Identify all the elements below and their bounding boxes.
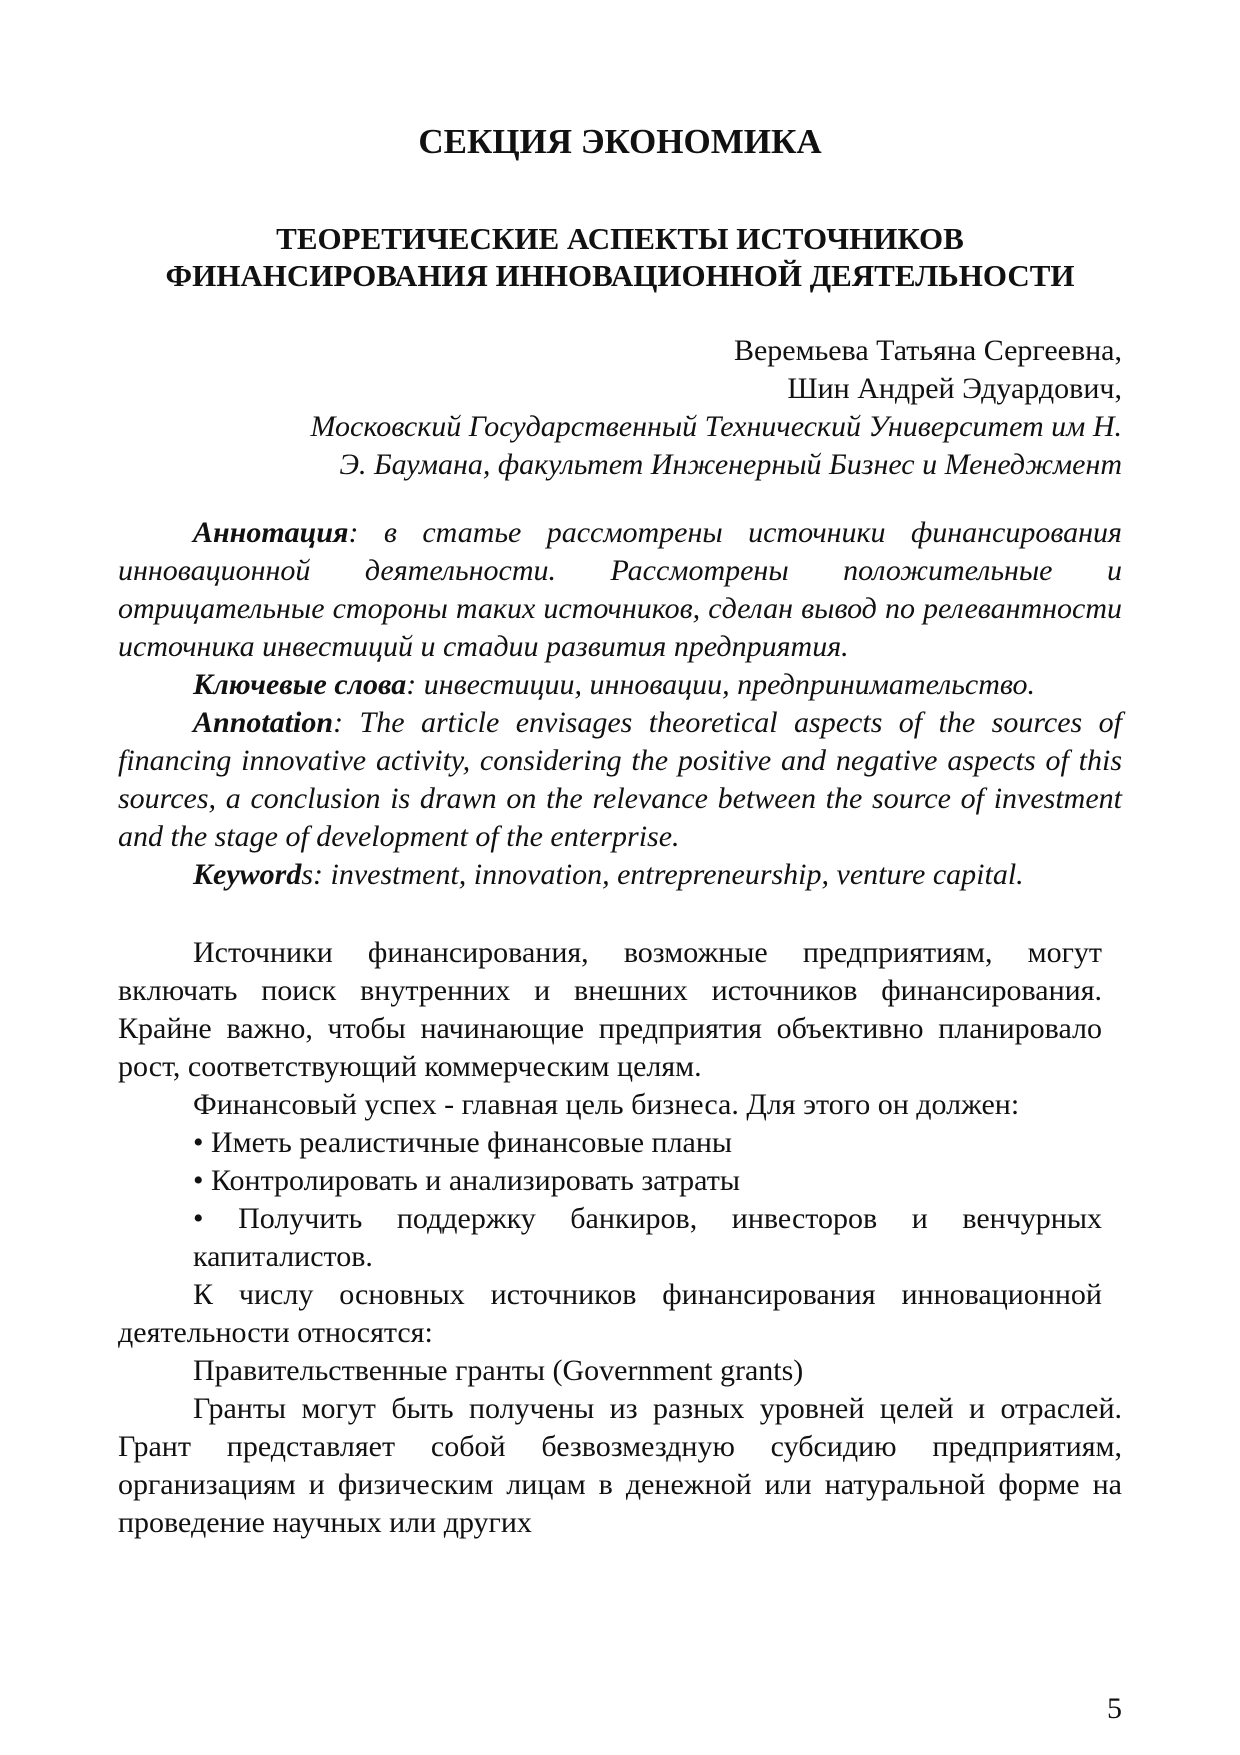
abstract-ru: [118, 514, 1122, 666]
keywords-en-label: Keyword: [193, 858, 302, 891]
keywords-ru: [118, 666, 1122, 704]
body-paragraph-2: Финансовый успех - главная цель бизнеса. Для этого он должен:: [193, 1088, 1020, 1121]
keywords-ru-label: Ключевые слова: [193, 668, 407, 701]
page-number: 5: [1107, 1692, 1122, 1725]
article-title: [118, 220, 1122, 294]
abstract-en-label: Annotation: [193, 706, 334, 739]
page-content: [118, 110, 1122, 1542]
body-paragraph-1: Источники финансирования, возможные предприятиям, могут включать поиск внутренних и внешних источников финансирования. Крайне важно, чтобы начинающие предприятия объективно планировало рост, соответствующий коммерческим целям.: [118, 936, 1102, 1083]
author-name-2: Шин Андрей Эдуардович,: [787, 372, 1122, 405]
abstract-en: [118, 704, 1122, 856]
keywords-ru-text: : инвестиции, инновации, предпринимательство.: [406, 668, 1035, 701]
abstract-en-text: : The article envisages theoretical aspects of the sources of financing innovative activity, considering the positive and negative aspects of this sources, a conclusion is drawn on the relevance between the source of investment and the stage of development of the enterprise.: [118, 706, 1122, 853]
body-paragraph-3: К числу основных источников финансирования инновационной деятельности относятся:: [118, 1278, 1102, 1349]
author-name-1: Веремьева Татьяна Сергеевна,: [733, 334, 1122, 367]
list-item: • Иметь реалистичные финансовые планы: [193, 1126, 733, 1159]
article-title-line-1: ТЕОРЕТИЧЕСКИЕ АСПЕКТЫ ИСТОЧНИКОВ: [276, 221, 964, 256]
article-title-line-2: ФИНАНСИРОВАНИЯ ИННОВАЦИОННОЙ ДЕЯТЕЛЬНОСТИ: [165, 258, 1075, 293]
list-item: • Контролировать и анализировать затраты: [193, 1164, 740, 1197]
abstract-block: [118, 514, 1122, 894]
affiliation-line-1: Московский Государственный Технический Университет им Н.: [310, 410, 1122, 443]
body-paragraph-5: Гранты могут быть получены из разных уровней целей и отраслей. Грант представляет собой безвозмездную субсидию предприятиям, организациям и физическим лицам в денежной или натуральной форме на проведение научных или других: [118, 1392, 1122, 1539]
list-item: • Получить поддержку банкиров, инвесторов и венчурных капиталистов.: [193, 1202, 1102, 1273]
keywords-en: [118, 856, 1122, 894]
body-paragraph-4: Правительственные гранты (Government grants): [193, 1354, 804, 1387]
affiliation-line-2: Э. Баумана, факультет Инженерный Бизнес и Менеджмент: [339, 448, 1122, 481]
authors-block: [118, 332, 1122, 484]
keywords-en-text: : investment, innovation, entrepreneurship, venture capital.: [313, 858, 1024, 891]
section-title: СЕКЦИЯ ЭКОНОМИКА: [418, 122, 822, 161]
abstract-ru-text: : в статье рассмотрены источники финансирования инновационной деятельности. Рассмотрены положительные и отрицательные стороны таких источников, сделан вывод по релевантности источника инвестиций и стадии развития предприятия.: [118, 516, 1122, 663]
keywords-en-label-rest: s: [301, 858, 314, 891]
abstract-ru-label: Аннотация: [193, 516, 349, 549]
body-text: [118, 934, 1122, 1542]
